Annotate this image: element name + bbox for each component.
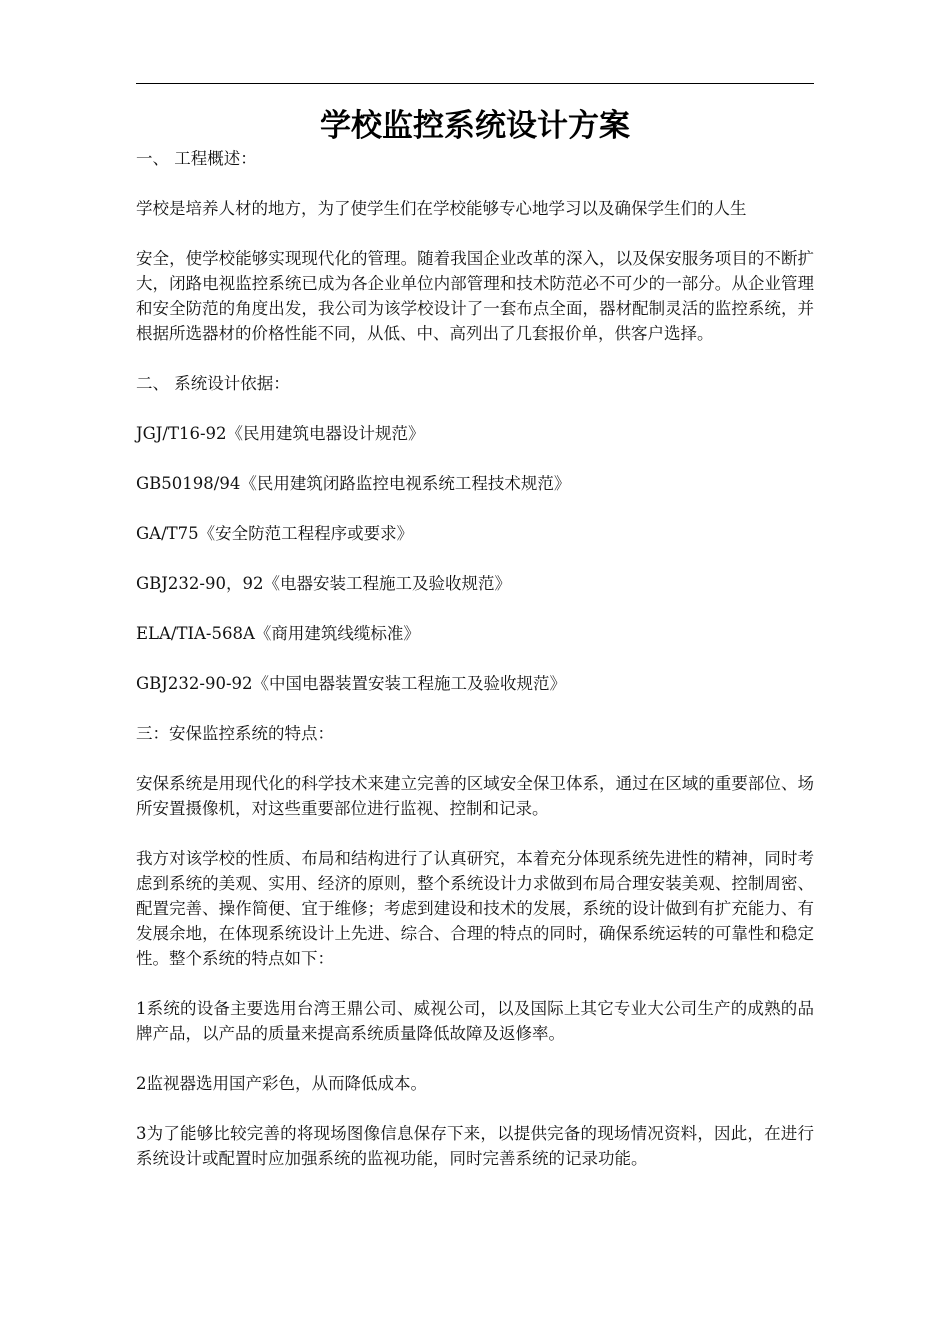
standard-item: JGJ/T16-92《民用建筑电器设计规范》 [136,424,425,443]
standard-item: GB50198/94《民用建筑闭路监控电视系统工程技术规范》 [136,474,571,493]
paragraph-design-principles: 我方对该学校的性质、布局和结构进行了认真研究，本着充分体现系统先进性的精神，同时考虑到系统的美观、实用、经济的原则，整个系统设计力求做到布局合理安装美观、控制周密、配置完善、操作简便、宜于维修；考虑到建设和技术的发展，系统的设计做到有扩充能力、有发展余地，在体现系统设计上先进、综合、合理的特点的同时，确保系统运转的可靠性和稳定性。整个系统的特点如下： [136,849,814,968]
document-body [136,146,814,1171]
paragraph-intro-1: 学校是培养人材的地方，为了使学生们在学校能够专心地学习以及确保学生们的人生 [136,199,747,218]
feature-item-3: 3为了能够比较完善的将现场图像信息保存下来，以提供完备的现场情况资料，因此，在进行系统设计或配置时应加强系统的监视功能，同时完善系统的记录功能。 [136,1124,814,1168]
section-heading-overview: 一、 工程概述： [136,149,257,168]
standard-item: GBJ232-90-92《中国电器装置安装工程施工及验收规范》 [136,674,567,693]
header-rule [136,83,814,84]
document-title: 学校监控系统设计方案 [320,108,630,144]
section-heading-features: 三：安保监控系统的特点： [136,724,334,743]
standard-item: ELA/TIA-568A《商用建筑线缆标准》 [136,624,420,643]
section-heading-basis: 二、 系统设计依据： [136,374,290,393]
standard-item: GBJ232-90，92《电器安装工程施工及验收规范》 [136,574,511,593]
feature-item-2: 2监视器选用国产彩色，从而降低成本。 [136,1074,427,1093]
paragraph-intro-2: 安全，使学校能够实现现代化的管理。随着我国企业改革的深入，以及保安服务项目的不断扩大，闭路电视监控系统已成为各企业单位内部管理和技术防范必不可少的一部分。从企业管理和安全防范的角度出发，我公司为该学校设计了一套布点全面，器材配制灵活的监控系统，并根据所选器材的价格性能不同，从低、中、高列出了几套报价单，供客户选择。 [136,249,814,343]
feature-item-1: 1系统的设备主要选用台湾王鼎公司、威视公司，以及国际上其它专业大公司生产的成熟的品牌产品，以产品的质量来提高系统质量降低故障及返修率。 [136,999,814,1043]
paragraph-security-system: 安保系统是用现代化的科学技术来建立完善的区域安全保卫体系，通过在区域的重要部位、场所安置摄像机，对这些重要部位进行监视、控制和记录。 [136,774,814,818]
standard-item: GA/T75《安全防范工程程序或要求》 [136,524,414,543]
